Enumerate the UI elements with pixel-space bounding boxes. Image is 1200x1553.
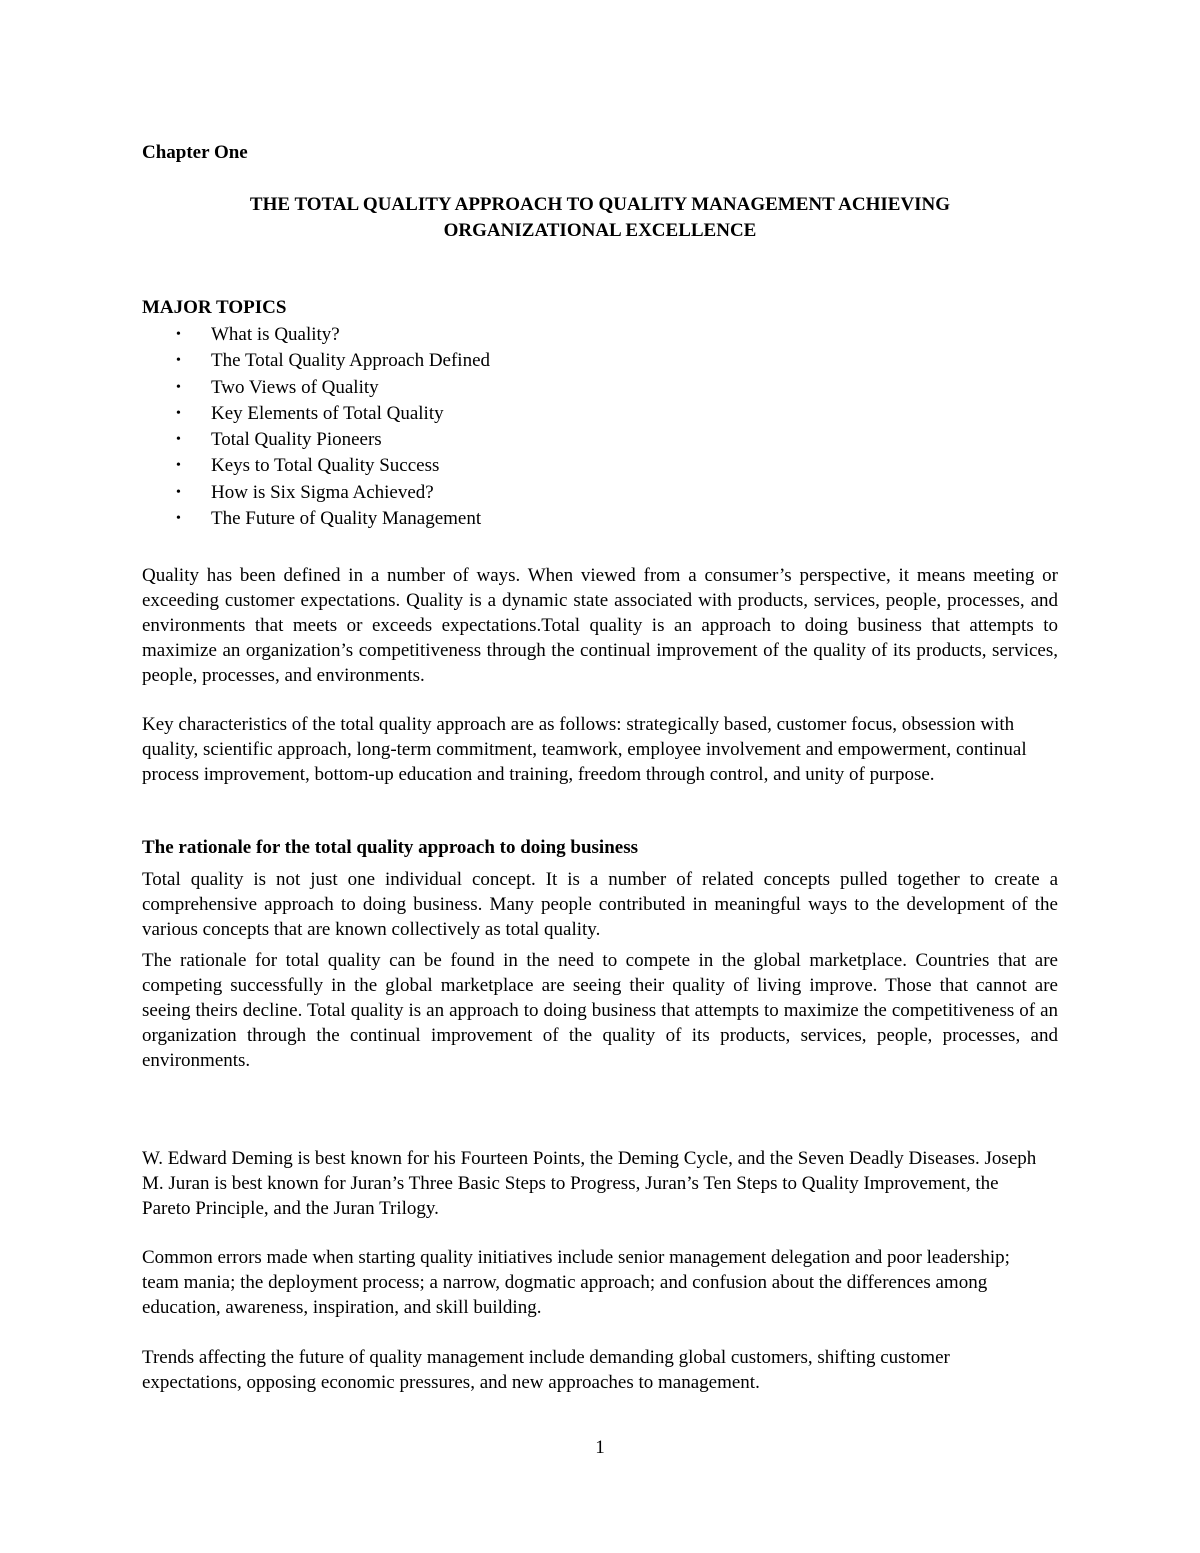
list-item [142,375,490,401]
bullet-icon: • [176,432,181,448]
paragraph-trends: Trends affecting the future of quality management include demanding global customers, shifting customer expectations, opposing economic pressures, and new approaches to management. [142,1347,950,1393]
chapter-label: Chapter One [142,142,248,163]
major-topics-heading: MAJOR TOPICS [142,297,287,318]
bullet-icon: • [176,405,181,421]
major-topics-list [142,322,490,532]
list-item-text: Key Elements of Total Quality [211,402,444,424]
list-item [142,348,490,374]
list-item-text: The Total Quality Approach Defined [211,350,491,372]
list-item-text: Keys to Total Quality Success [211,455,440,477]
chapter-title-line-2: ORGANIZATIONAL EXCELLENCE [443,220,757,241]
list-item [142,401,490,427]
bullet-icon: • [176,484,181,500]
chapter-title [142,192,1058,244]
paragraph-deming-juran: W. Edward Deming is best known for his Fourteen Points, the Deming Cycle, and the Seven Deadly Diseases. Joseph M. Juran is best known for Juran’s Three Basic Steps to Progress, Juran’s Ten Steps to Quality Improvement, the Pareto Principle, and the Juran Trilogy. [142,1148,1037,1219]
paragraph-rationale: The rationale for total quality can be found in the need to compete in the global marketplace. Countries that are competing successfully in the global marketplace are seeing their quality of living improve. Those that cannot are seeing theirs decline. Total quality is an approach to doing business that attempts to maximize the competitiveness of an organization through the continual improvement of the quality of its products, services, people, processes, and environments. [142,950,1058,1071]
bullet-icon: • [176,511,181,527]
bullet-icon: • [176,379,181,395]
list-item [142,480,490,506]
paragraph-quality-defined: Quality has been defined in a number of ways. When viewed from a consumer’s perspective, it means meeting or exceeding customer expectations. Quality is a dynamic state associated with products, services, people, processes, and environments that meets or exceeds expectations.Total quality is an approach to doing business that attempts to maximize an organization’s competitiveness through the continual improvement of the quality of its products, services, people, processes, and environments. [142,565,1058,686]
bullet-icon: • [176,458,181,474]
chapter-title-line-1: THE TOTAL QUALITY APPROACH TO QUALITY MANAGEMENT ACHIEVING [249,194,951,215]
list-item-text: What is Quality? [211,324,340,345]
rationale-heading: The rationale for the total quality approach to doing business [142,837,638,858]
list-item-text: Total Quality Pioneers [211,429,382,451]
list-item-text: How is Six Sigma Achieved? [211,481,434,503]
list-item [142,453,490,479]
list-item-text: Two Views of Quality [211,376,379,398]
paragraph-common-errors: Common errors made when starting quality initiatives include senior management delegation and poor leadership; team mania; the deployment process; a narrow, dogmatic approach; and confusion about the differences among education, awareness, inspiration, and skill building. [142,1247,1010,1318]
list-item [142,322,490,348]
list-item [142,427,490,453]
bullet-icon: • [176,327,181,342]
bullet-icon: • [176,353,181,369]
list-item [142,506,490,532]
page-number: 1 [595,1437,605,1458]
paragraph-key-characteristics: Key characteristics of the total quality approach are as follows: strategically based, customer focus, obsession with quality, scientific approach, long-term commitment, teamwork, employee involvement and empowerment, continual process improvement, bottom-up education and training, freedom through control, and unity of purpose. [142,714,1027,785]
paragraph-not-one-concept: Total quality is not just one individual concept. It is a number of related concepts pulled together to create a comprehensive approach to doing business. Many people contributed in meaningful ways to the development of the various concepts that are known collectively as total quality. [142,869,1058,940]
list-item-text: The Future of Quality Management [211,508,482,530]
